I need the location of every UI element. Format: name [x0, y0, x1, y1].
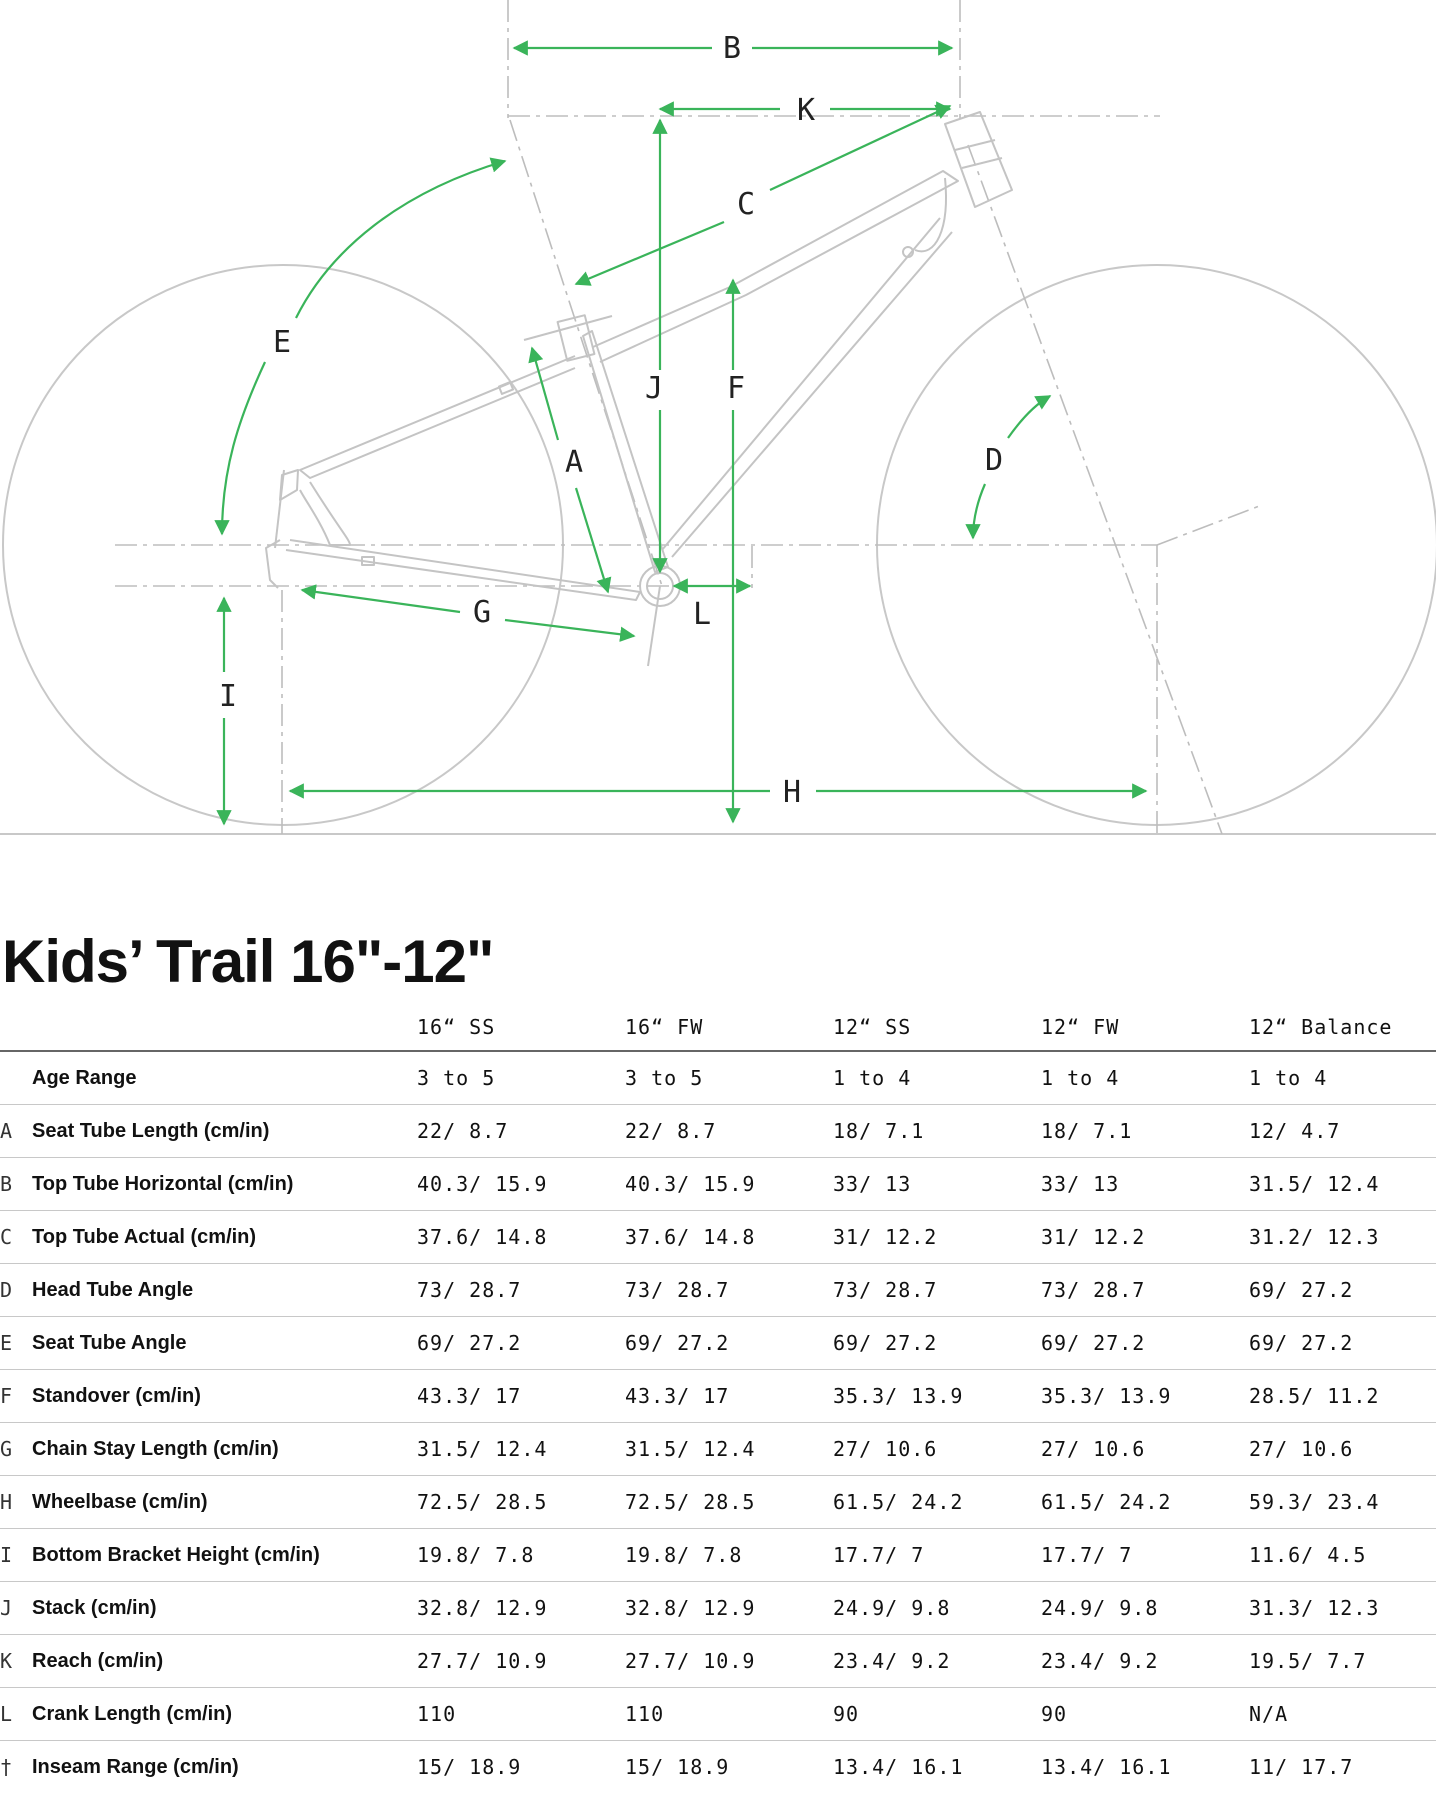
- table-row: [0, 1317, 1436, 1370]
- row-parameter-name: Head Tube Angle: [32, 1264, 417, 1317]
- row-letter: L: [0, 1688, 32, 1741]
- row-value: 18/ 7.1: [833, 1105, 1041, 1158]
- header-size: 16“ SS: [417, 1004, 625, 1051]
- label-f: F: [726, 371, 746, 406]
- table-row: [0, 1423, 1436, 1476]
- row-letter: H: [0, 1476, 32, 1529]
- row-value: 22/ 8.7: [625, 1105, 833, 1158]
- row-parameter-name: Top Tube Horizontal (cm/in): [32, 1158, 417, 1211]
- row-value: 1 to 4: [1041, 1051, 1249, 1105]
- row-value: 90: [1041, 1688, 1249, 1741]
- row-value: 40.3/ 15.9: [625, 1158, 833, 1211]
- row-value: 73/ 28.7: [625, 1264, 833, 1317]
- row-parameter-name: Crank Length (cm/in): [32, 1688, 417, 1741]
- row-letter: [0, 1051, 32, 1105]
- row-value: 31.5/ 12.4: [1249, 1158, 1436, 1211]
- row-letter: D: [0, 1264, 32, 1317]
- row-value: 12/ 4.7: [1249, 1105, 1436, 1158]
- row-value: 73/ 28.7: [833, 1264, 1041, 1317]
- measurement-arrows: [222, 48, 1146, 824]
- row-value: 35.3/ 13.9: [1041, 1370, 1249, 1423]
- row-value: 31.5/ 12.4: [625, 1423, 833, 1476]
- row-value: 32.8/ 12.9: [625, 1582, 833, 1635]
- row-value: 69/ 27.2: [1249, 1264, 1436, 1317]
- row-value: 37.6/ 14.8: [625, 1211, 833, 1264]
- row-value: 90: [833, 1688, 1041, 1741]
- row-parameter-name: Chain Stay Length (cm/in): [32, 1423, 417, 1476]
- row-value: 19.8/ 7.8: [417, 1529, 625, 1582]
- row-letter: J: [0, 1582, 32, 1635]
- row-value: 31.3/ 12.3: [1249, 1582, 1436, 1635]
- header-parameter: [32, 1004, 417, 1051]
- row-letter: E: [0, 1317, 32, 1370]
- arc-d-lower: [973, 484, 985, 538]
- table-row: [0, 1635, 1436, 1688]
- table-row: [0, 1741, 1436, 1794]
- table-row: [0, 1158, 1436, 1211]
- row-letter: A: [0, 1105, 32, 1158]
- table-row: [0, 1264, 1436, 1317]
- row-value: 15/ 18.9: [417, 1755, 522, 1779]
- row-value: 43.3/ 17: [417, 1370, 625, 1423]
- row-value: 19.5/ 7.7: [1249, 1635, 1436, 1688]
- row-parameter-name: Age Range: [32, 1051, 417, 1105]
- row-value: 1 to 4: [1249, 1051, 1436, 1105]
- arrow-c-lower: [576, 222, 724, 284]
- page-title: Kids’ Trail 16"-12": [2, 928, 494, 995]
- row-value: 27/ 10.6: [1041, 1423, 1249, 1476]
- row-value: 11/ 17.7: [1249, 1755, 1354, 1779]
- row-value: 27/ 10.6: [833, 1423, 1041, 1476]
- row-value: 27/ 10.6: [1249, 1423, 1436, 1476]
- arrow-a-lower: [576, 488, 608, 592]
- row-value: 3 to 5: [625, 1051, 833, 1105]
- row-value: 69/ 27.2: [1249, 1317, 1436, 1370]
- row-value: 31/ 12.2: [1041, 1211, 1249, 1264]
- row-value: 3 to 5: [417, 1051, 625, 1105]
- row-value: 24.9/ 9.8: [833, 1582, 1041, 1635]
- row-value: 61.5/ 24.2: [1041, 1476, 1249, 1529]
- table-row: [0, 1476, 1436, 1529]
- arc-e-upper: [296, 161, 505, 318]
- row-value: 15/ 18.9: [625, 1755, 730, 1779]
- row-letter: †: [0, 1755, 13, 1779]
- label-i: I: [218, 679, 238, 714]
- arc-d-upper: [1008, 396, 1050, 438]
- row-value: 31.2/ 12.3: [1249, 1211, 1436, 1264]
- table-row: [0, 1529, 1436, 1582]
- row-value: 37.6/ 14.8: [417, 1211, 625, 1264]
- bike-geometry-diagram: [0, 0, 1436, 840]
- geometry-table: [0, 1004, 1436, 1793]
- label-h: H: [782, 775, 802, 810]
- row-value: 11.6/ 4.5: [1249, 1529, 1436, 1582]
- table-row: [0, 1105, 1436, 1158]
- header-size: 16“ FW: [625, 1004, 833, 1051]
- row-parameter-name: Stack (cm/in): [32, 1582, 417, 1635]
- row-value: 23.4/ 9.2: [1041, 1635, 1249, 1688]
- row-parameter-name: Inseam Range (cm/in): [32, 1755, 239, 1778]
- label-k: K: [796, 93, 816, 128]
- row-value: 73/ 28.7: [417, 1264, 625, 1317]
- row-parameter-name: Standover (cm/in): [32, 1370, 417, 1423]
- row-parameter-name: Seat Tube Angle: [32, 1317, 417, 1370]
- row-value: 43.3/ 17: [625, 1370, 833, 1423]
- row-value: 13.4/ 16.1: [833, 1755, 964, 1779]
- reference-lines: [115, 0, 1262, 834]
- row-value: 110: [417, 1688, 625, 1741]
- header-letter: [0, 1004, 32, 1051]
- arrow-g-left: [302, 590, 460, 612]
- label-l: L: [692, 597, 712, 632]
- header-size: 12“ SS: [833, 1004, 1041, 1051]
- row-value: 1 to 4: [833, 1051, 1041, 1105]
- arc-e-lower: [222, 362, 265, 534]
- row-value: 27.7/ 10.9: [417, 1635, 625, 1688]
- row-value: 72.5/ 28.5: [417, 1476, 625, 1529]
- row-value: 72.5/ 28.5: [625, 1476, 833, 1529]
- row-parameter-name: Seat Tube Length (cm/in): [32, 1105, 417, 1158]
- header-size: 12“ FW: [1041, 1004, 1249, 1051]
- label-b: B: [722, 31, 742, 66]
- row-parameter-name: Top Tube Actual (cm/in): [32, 1211, 417, 1264]
- row-value: 23.4/ 9.2: [833, 1635, 1041, 1688]
- row-value: 31.5/ 12.4: [417, 1423, 625, 1476]
- label-g: G: [472, 595, 492, 630]
- row-value: 35.3/ 13.9: [833, 1370, 1041, 1423]
- row-value: 69/ 27.2: [1041, 1317, 1249, 1370]
- table-row: [0, 1211, 1436, 1264]
- row-value: 31/ 12.2: [833, 1211, 1041, 1264]
- bike-frame: [266, 112, 1012, 666]
- row-parameter-name: Bottom Bracket Height (cm/in): [32, 1529, 417, 1582]
- label-a: A: [564, 445, 584, 480]
- label-c: C: [736, 187, 756, 222]
- dimension-labels: [219, 31, 1003, 810]
- row-value: 32.8/ 12.9: [417, 1582, 625, 1635]
- header-size: 12“ Balance: [1249, 1004, 1436, 1051]
- table-row: [0, 1688, 1436, 1741]
- row-value: 33/ 13: [1041, 1158, 1249, 1211]
- row-value: 22/ 8.7: [417, 1105, 625, 1158]
- row-value: 13.4/ 16.1: [1041, 1755, 1172, 1779]
- row-value: 40.3/ 15.9: [417, 1158, 625, 1211]
- row-parameter-name: Reach (cm/in): [32, 1635, 417, 1688]
- row-value: 24.9/ 9.8: [1041, 1582, 1249, 1635]
- row-parameter-name: Wheelbase (cm/in): [32, 1476, 417, 1529]
- table-row: [0, 1051, 1436, 1105]
- row-value: 33/ 13: [833, 1158, 1041, 1211]
- row-value: 73/ 28.7: [1041, 1264, 1249, 1317]
- row-value: N/A: [1249, 1688, 1436, 1741]
- table-row: [0, 1370, 1436, 1423]
- row-letter: C: [0, 1211, 32, 1264]
- row-value: 59.3/ 23.4: [1249, 1476, 1436, 1529]
- row-value: 17.7/ 7: [1041, 1529, 1249, 1582]
- row-value: 61.5/ 24.2: [833, 1476, 1041, 1529]
- row-letter: K: [0, 1635, 32, 1688]
- row-value: 19.8/ 7.8: [625, 1529, 833, 1582]
- arrow-g-right: [505, 620, 634, 636]
- row-letter: G: [0, 1423, 32, 1476]
- row-letter: I: [0, 1529, 32, 1582]
- row-value: 28.5/ 11.2: [1249, 1370, 1436, 1423]
- label-e: E: [272, 325, 292, 360]
- label-d: D: [984, 443, 1004, 478]
- row-value: 17.7/ 7: [833, 1529, 1041, 1582]
- table-body: [0, 1051, 1436, 1793]
- label-j: J: [644, 371, 664, 406]
- table-row: [0, 1582, 1436, 1635]
- row-value: 27.7/ 10.9: [625, 1635, 833, 1688]
- row-letter: F: [0, 1370, 32, 1423]
- row-value: 69/ 27.2: [625, 1317, 833, 1370]
- row-letter: B: [0, 1158, 32, 1211]
- table-header-row: [0, 1004, 1436, 1051]
- row-value: 69/ 27.2: [417, 1317, 625, 1370]
- row-value: 110: [625, 1688, 833, 1741]
- row-value: 69/ 27.2: [833, 1317, 1041, 1370]
- row-value: 18/ 7.1: [1041, 1105, 1249, 1158]
